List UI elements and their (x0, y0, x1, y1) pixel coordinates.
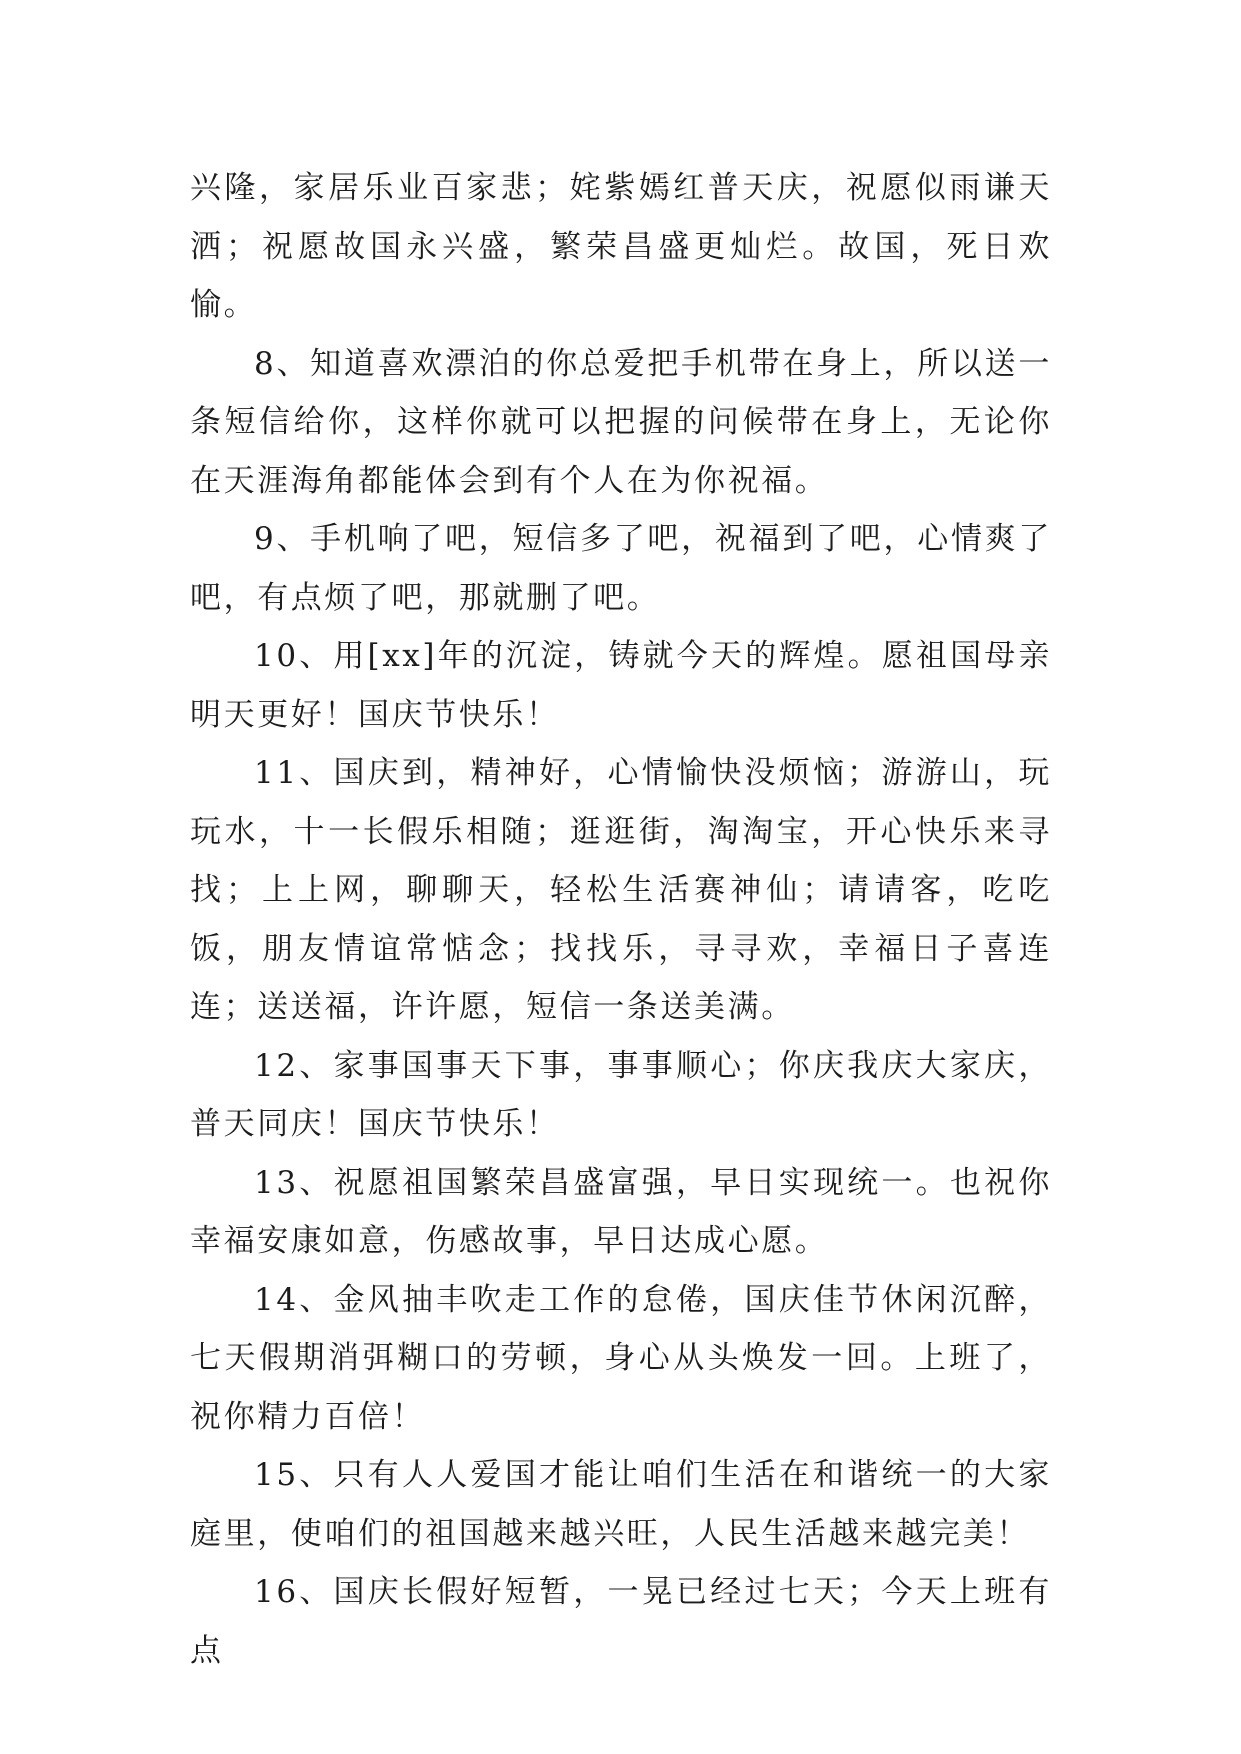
paragraph-item-13: 13、祝愿祖国繁荣昌盛富强，早日实现统一。也祝你幸福安康如意，伤感故事，早日达成心愿。 (190, 1164, 1052, 1259)
paragraph-item-12: 12、家事国事天下事，事事顺心；你庆我庆大家庆，普天同庆！国庆节快乐！ (190, 1047, 1052, 1142)
document-body (190, 159, 1052, 1680)
paragraph-item-9: 9、手机响了吧，短信多了吧，祝福到了吧，心情爽了吧，有点烦了吧，那就删了吧。 (190, 521, 1052, 616)
paragraph-item-14: 14、金风抽丰吹走工作的怠倦，国庆佳节休闲沉醉，七天假期消弭糊口的劳顿，身心从头焕发一回。上班了，祝你精力百倍！ (190, 1281, 1052, 1435)
paragraph-continued: 兴隆，家居乐业百家悲；姹紫嫣红普天庆，祝愿似雨谦天洒；祝愿故国永兴盛，繁荣昌盛更灿烂。故国，死日欢愉。 (190, 170, 1052, 323)
paragraph-item-8: 8、知道喜欢漂泊的你总爱把手机带在身上，所以送一条短信给你，这样你就可以把握的问候带在身上，无论你在天涯海角都能体会到有个人在为你祝福。 (190, 345, 1052, 499)
paragraph-item-11: 11、国庆到，精神好，心情愉快没烦恼；游游山，玩玩水，十一长假乐相随；逛逛街，淘淘宝，开心快乐来寻找；上上网，聊聊天，轻松生活赛神仙；请请客，吃吃饭，朋友情谊常惦念；找找乐，寻寻欢，幸福日子喜连连；送送福，许许愿，短信一条送美满。 (190, 755, 1052, 1025)
paragraph-item-15: 15、只有人人爱国才能让咱们生活在和谐统一的大家庭里，使咱们的祖国越来越兴旺，人民生活越来越完美！ (190, 1457, 1052, 1552)
paragraph-item-16: 16、国庆长假好短暂，一晃已经过七天；今天上班有点 (190, 1574, 1052, 1669)
paragraph-item-10: 10、用[xx]年的沉淀，铸就今天的辉煌。愿祖国母亲明天更好！国庆节快乐！ (190, 638, 1052, 733)
